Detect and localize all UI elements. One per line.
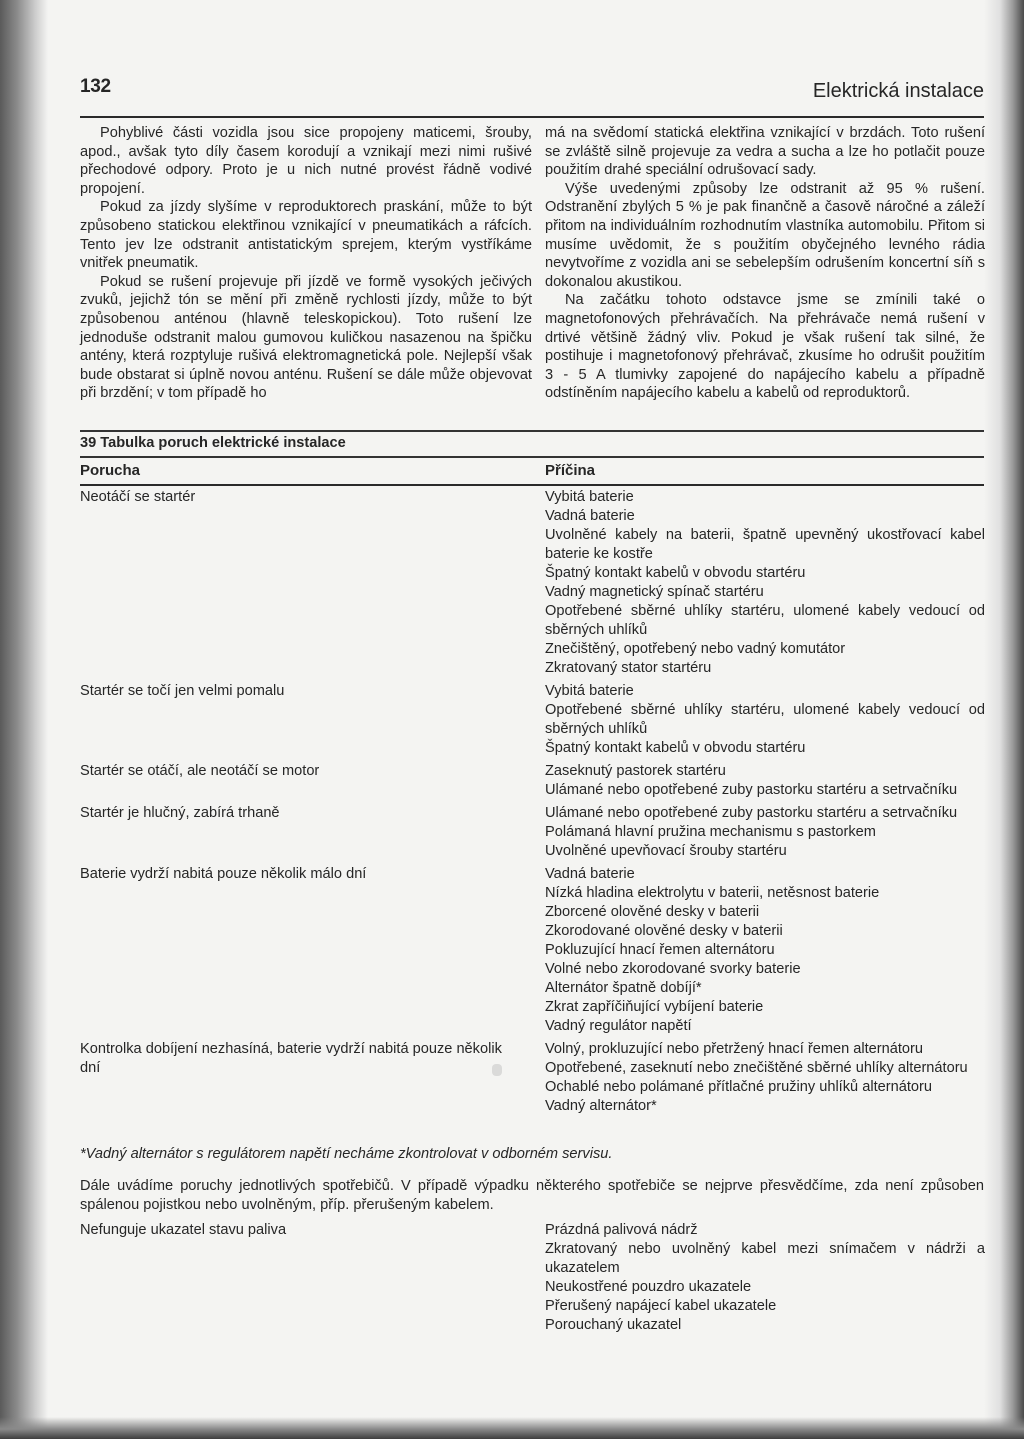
table-footnote: *Vadný alternátor s regulátorem napětí necháme zkontrolovat v odborném servisu. bbox=[80, 1146, 613, 1162]
cause-item: Zaseknutý pastorek startéru bbox=[545, 763, 726, 779]
cause-cell bbox=[545, 1221, 985, 1335]
cause-item: Zkrat zapříčiňující vybíjení baterie bbox=[545, 999, 764, 1015]
cause-cell bbox=[545, 682, 985, 758]
cause-cell bbox=[545, 804, 985, 861]
cause-item: Vadná baterie bbox=[545, 508, 635, 524]
cause-item: Nízká hladina elektrolytu v baterii, netěsnost baterie bbox=[545, 885, 880, 901]
cause-item: Vybitá baterie bbox=[545, 489, 634, 505]
consumers-intro: Dále uvádíme poruchy jednotlivých spotřebičů. V případě výpadku některého spotřebiče se nejprve přesvědčíme, zda není způsoben spálenou pojistkou nebo uvolněným, příp. přerušeným kabelem. bbox=[80, 1178, 984, 1213]
cause-item: Uvolněné kabely na baterii, špatně upevněný ukostřovací kabel baterie ke kostře bbox=[545, 527, 985, 562]
cause-cell bbox=[545, 488, 985, 678]
fault-cell: Startér se točí jen velmi pomalu bbox=[80, 683, 285, 699]
table-row bbox=[80, 762, 984, 800]
fault-cell: Startér je hlučný, zabírá trhaně bbox=[80, 805, 280, 821]
column-header-fault: Porucha bbox=[80, 462, 141, 479]
paragraph: má na svědomí statická elektřina vznikající v brzdách. Toto rušení se zvláště silně projevuje za vedra a sucha a lze ho potlačit pouze použitím drahé speciální odrušovací sady. bbox=[545, 125, 985, 179]
cause-cell bbox=[545, 865, 985, 1036]
chapter-title: Elektrická instalace bbox=[812, 80, 984, 102]
cause-item: Opotřebené sběrné uhlíky startéru, ulomené kabely vedoucí od sběrných uhlíků bbox=[545, 603, 985, 638]
paragraph: Výše uvedenými způsoby lze odstranit až 95 % rušení. Odstranění zbylých 5 % je pak finančně a časově náročné a záleží přitom na individuálním rozhodnutím vlastníka automobilu. Přitom si musíme uvědomit, že s použitím obyčejného levného rádia nevytvoříme z vozidla ani se sebelepším odrušením koncertní síň s dokonalou akustikou. bbox=[545, 180, 985, 290]
cause-item: Uvolněné upevňovací šrouby startéru bbox=[545, 843, 787, 859]
cause-item: Porouchaný ukazatel bbox=[545, 1317, 682, 1333]
scan-smudge bbox=[492, 1064, 502, 1076]
cause-item: Vybitá baterie bbox=[545, 683, 634, 699]
cause-item: Zkorodované olověné desky v baterii bbox=[545, 923, 783, 939]
page-edge-shadow bbox=[984, 0, 1024, 1439]
cause-item: Alternátor špatně dobíjí* bbox=[545, 980, 702, 996]
paragraph: Pokud se rušení projevuje při jízdě ve formě vysokých ječivých zvuků, jejichž tón se mění při změně rychlosti jízdy, může to být způsobenou anténou (hlavně teleskopickou). Toto rušení lze jednoduše odstranit malou gumovou kuličkou nasazenou na špičku antény, která rozptyluje rušivá elektromagnetická pole. Nejlepší však bude obstarat si úplně novou anténu. Rušení se dále může objevovat při brzdění; v tom případě ho bbox=[80, 273, 532, 402]
cause-item: Zkratovaný stator startéru bbox=[545, 660, 712, 676]
header-rule bbox=[80, 116, 984, 118]
cause-item: Špatný kontakt kabelů v obvodu startéru bbox=[545, 565, 806, 581]
cause-item: Ochablé nebo polámané přítlačné pružiny uhlíků alternátoru bbox=[545, 1079, 932, 1095]
table-row bbox=[80, 488, 984, 678]
table-row bbox=[80, 682, 984, 758]
paragraph: Pokud za jízdy slyšíme v reproduktorech praskání, může to být způsobeno statickou elektřinou vznikající v pneumatikách a ráfcích. Tento jev lze odstranit antistatickým sprejem, kterým vystříkáme vnitřek pneumatik. bbox=[80, 199, 532, 272]
table-title: 39 Tabulka poruch elektrické instalace bbox=[80, 435, 346, 451]
paragraph: Pohyblivé části vozidla jsou sice propojeny maticemi, šrouby, apod., avšak tyto díly časem korodují a vznikají mezi nimi rušivé přechodové odpory. Proto je u nich nutné provést řádně vodivé propojení. bbox=[80, 125, 532, 197]
cause-item: Volné nebo zkorodované svorky baterie bbox=[545, 961, 801, 977]
cause-item: Opotřebené sběrné uhlíky startéru, ulomené kabely vedoucí od sběrných uhlíků bbox=[545, 702, 985, 737]
table-row bbox=[80, 1221, 984, 1335]
cause-item: Zkratovaný nebo uvolněný kabel mezi snímačem v nádrži a ukazatelem bbox=[545, 1241, 985, 1276]
left-text-column bbox=[80, 124, 532, 403]
cause-cell bbox=[545, 1040, 985, 1116]
cause-item: Pokluzující hnací řemen alternátoru bbox=[545, 942, 775, 958]
cause-item: Ulámané nebo opotřebené zuby pastorku startéru a setrvačníku bbox=[545, 805, 958, 821]
column-header-cause: Příčina bbox=[545, 462, 596, 479]
page-bottom-shadow bbox=[0, 1417, 1024, 1439]
table-row bbox=[80, 865, 984, 1036]
cause-item: Vadná baterie bbox=[545, 866, 635, 882]
cause-item: Znečištěný, opotřebený nebo vadný komutátor bbox=[545, 641, 846, 657]
fault-cell: Kontrolka dobíjení nezhasíná, baterie vydrží nabitá pouze několik dní bbox=[80, 1041, 502, 1076]
cause-item: Polámaná hlavní pružina mechanismu s pastorkem bbox=[545, 824, 876, 840]
page-binding-shadow bbox=[0, 0, 48, 1439]
cause-item: Volný, prokluzující nebo přetržený hnací řemen alternátoru bbox=[545, 1041, 924, 1057]
cause-item: Špatný kontakt kabelů v obvodu startéru bbox=[545, 740, 806, 756]
table-top-rule bbox=[80, 430, 984, 432]
cause-item: Prázdná palivová nádrž bbox=[545, 1222, 698, 1238]
table-title-rule bbox=[80, 456, 984, 458]
cause-item: Opotřebené, zaseknutí nebo znečištěné sběrné uhlíky alternátoru bbox=[545, 1060, 968, 1076]
right-text-column bbox=[545, 124, 985, 403]
fault-table-body bbox=[80, 488, 984, 1120]
cause-item: Neukostřené pouzdro ukazatele bbox=[545, 1279, 752, 1295]
table-row bbox=[80, 1040, 984, 1116]
fault-cell: Nefunguje ukazatel stavu paliva bbox=[80, 1222, 287, 1238]
cause-item: Vadný magnetický spínač startéru bbox=[545, 584, 764, 600]
consumer-table-body bbox=[80, 1221, 984, 1339]
cause-item: Přerušený napájecí kabel ukazatele bbox=[545, 1298, 777, 1314]
cause-item: Vadný alternátor* bbox=[545, 1098, 657, 1114]
fault-cell: Neotáčí se startér bbox=[80, 489, 196, 505]
paragraph: Na začátku tohoto odstavce jsme se zmínili také o magnetofonových přehrávačích. Na přehrávače nemá rušení v drtivé většině žádný vliv. Pokud je však rušení tak silné, že postihuje i magnetofonový přehrávač, zkusíme ho odrušit použitím 3 - 5 A tlumivky zapojené do napájecího kabelu a případně odstíněním napájecího kabelu a kabelů od reproduktorů. bbox=[545, 292, 985, 402]
cause-item: Vadný regulátor napětí bbox=[545, 1018, 692, 1034]
table-row bbox=[80, 804, 984, 861]
fault-cell: Startér se otáčí, ale neotáčí se motor bbox=[80, 763, 320, 779]
fault-cell: Baterie vydrží nabitá pouze několik málo dní bbox=[80, 866, 367, 882]
page-number: 132 bbox=[80, 76, 111, 97]
cause-item: Zborcené olověné desky v baterii bbox=[545, 904, 760, 920]
cause-item: Ulámané nebo opotřebené zuby pastorku startéru a setrvačníku bbox=[545, 782, 958, 798]
cause-cell bbox=[545, 762, 985, 800]
table-header-rule bbox=[80, 484, 984, 486]
